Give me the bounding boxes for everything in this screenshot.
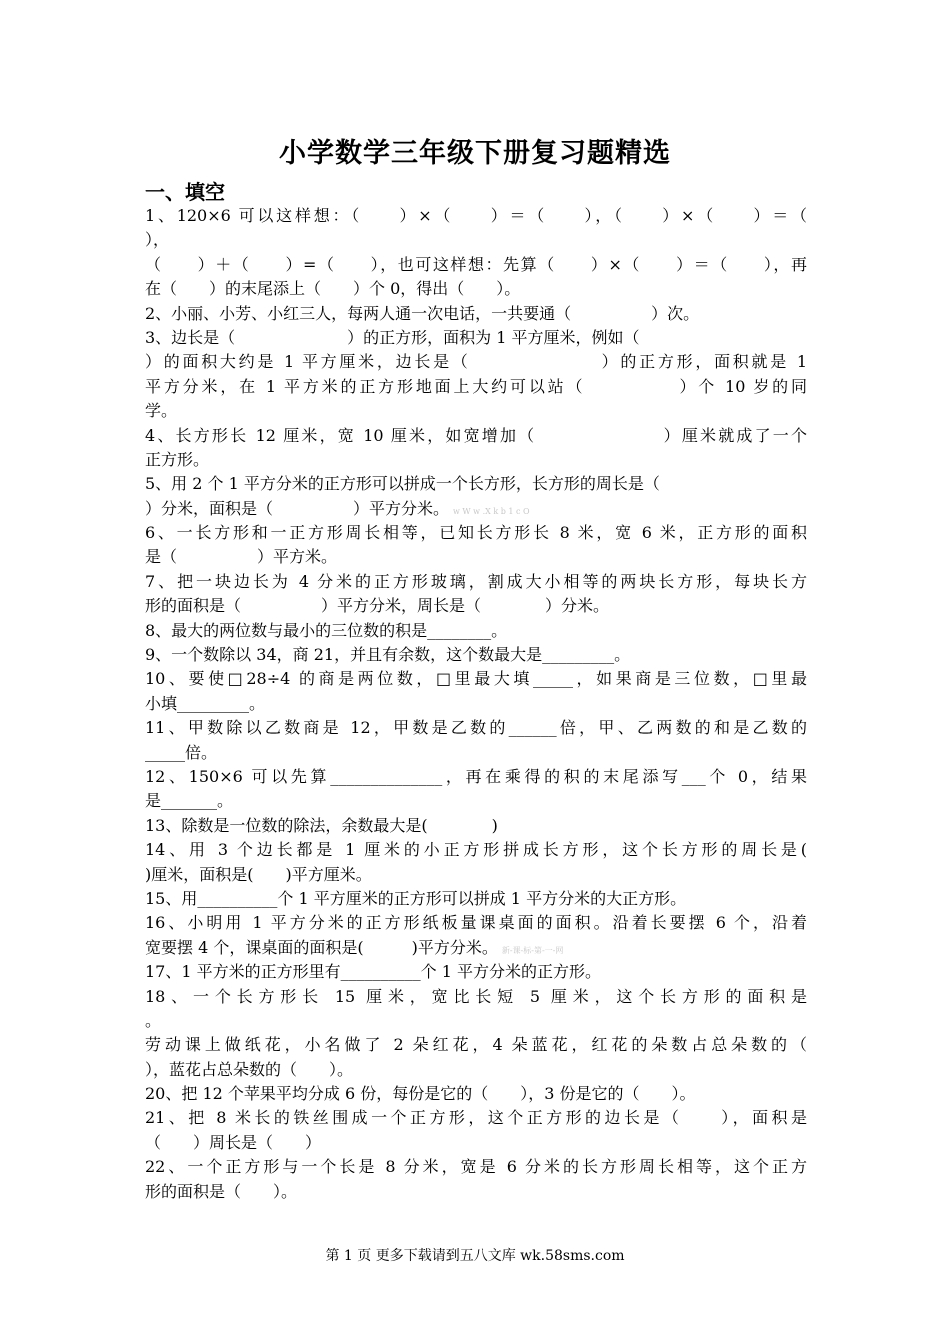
text-line-content: 13、除数是一位数的除法，余数最大是( ): [145, 815, 498, 835]
text-line-content: 4、长方形长 12 厘米，宽 10 厘米，如宽增加（ ）厘米就成了一个: [145, 425, 807, 445]
text-line-content: （ ）＋（ ）=（ ），也可这样想：先算（ ）×（ ）＝（ ），再: [145, 254, 807, 274]
text-line: [145, 521, 807, 545]
text-line-content: ）的面积大约是 1 平方厘米，边长是（ ）的正方形，面积就是 1: [145, 352, 807, 372]
text-line: [145, 789, 807, 813]
text-line-content: 3、边长是（ ）的正方形，面积为 1 平方厘米，例如（: [145, 327, 640, 347]
watermark-text: 新-课-标-第-一-网: [501, 945, 564, 955]
text-line: [145, 765, 807, 789]
text-line: [145, 326, 807, 350]
text-line: [145, 204, 807, 228]
question-list: [145, 204, 807, 1204]
text-line: [145, 277, 807, 301]
text-line-content: 12、150×6 可以先算______________，再在乘得的积的末尾添写___个 0，结果: [145, 766, 807, 786]
text-line: [145, 863, 807, 887]
text-line: [145, 497, 807, 521]
text-line-content: 宽要摆 4 个，课桌面的面积是( )平方分米。: [145, 937, 498, 957]
text-line-content: 17、1 平方米的正方形里有__________个 1 平方分米的正方形。: [145, 962, 601, 982]
text-line-content: 15、用__________个 1 平方厘米的正方形可以拼成 1 平方分米的大正方形。: [145, 888, 687, 908]
text-line-content: 。: [145, 1010, 162, 1030]
text-line: [145, 228, 807, 252]
text-line: [145, 692, 807, 716]
text-line: [145, 1155, 807, 1179]
page-footer: 第 1 页 更多下载请到五八文库 wk.58sms.com: [325, 1248, 625, 1264]
text-line: [145, 1009, 807, 1033]
text-line: [145, 424, 807, 448]
text-line: [145, 253, 807, 277]
text-line: [145, 838, 807, 862]
text-line-content: 9、一个数除以 34，商 21，并且有余数，这个数最大是_________。: [145, 645, 631, 665]
section-heading: 一、填空: [145, 180, 225, 204]
watermark-text: w W w .X k b 1 c O: [453, 506, 530, 516]
text-line: [145, 936, 807, 960]
text-line: [145, 375, 807, 399]
text-line-content: ），: [145, 230, 170, 250]
text-line: [145, 1131, 807, 1155]
text-line: [145, 399, 807, 423]
text-line: [145, 448, 807, 472]
text-line-content: 是_______。: [145, 791, 234, 811]
text-line-content: ）分米，面积是（ ）平方分米。: [145, 498, 450, 518]
text-line-content: （ ）周长是（ ）: [145, 1132, 322, 1152]
text-line-content: 2、小丽、小芳、小红三人，每两人通一次电话，一共要通（ ）次。: [145, 303, 700, 323]
text-line-content: 平方分米，在 1 平方米的正方形地面上大约可以站（ ）个 10 岁的同: [145, 376, 807, 396]
text-line-content: 7、把一块边长为 4 分米的正方形玻璃，割成大小相等的两块长方形，每块长方: [145, 571, 807, 591]
text-line: [145, 643, 807, 667]
text-line: [145, 619, 807, 643]
text-line-content: 小填_________。: [145, 693, 266, 713]
text-line-content: 11、甲数除以乙数商是 12，甲数是乙数的______倍，甲、乙两数的和是乙数的: [145, 718, 807, 738]
text-line: [145, 814, 807, 838]
text-line-content: 学。: [145, 401, 178, 421]
text-line: [145, 911, 807, 935]
text-line: [145, 1106, 807, 1130]
text-line: [145, 716, 807, 740]
text-line-content: 正方形。: [145, 449, 210, 469]
text-line-content: 20、把 12 个苹果平均分成 6 份，每份是它的（ ），3 份是它的（ ）。: [145, 1084, 696, 1104]
text-line-content: )厘米，面积是( )平方厘米。: [145, 864, 372, 884]
text-line-content: 16、小明用 1 平方分米的正方形纸板量课桌面的面积。沿着长要摆 6 个，沿着: [145, 913, 807, 933]
text-line: [145, 985, 807, 1009]
text-line-content: 18、一个长方形长 15 厘米，宽比长短 5 厘米，这个长方形的面积是: [145, 986, 807, 1006]
text-line-content: 10、要使□28÷4 的商是两位数，□里最大填_____，如果商是三位数，□里最: [145, 669, 807, 689]
text-line: [145, 887, 807, 911]
text-line-content: 是（ ）平方米。: [145, 547, 338, 567]
text-line-content: ），蓝花占总朵数的（ ）。: [145, 1059, 354, 1079]
text-line: [145, 302, 807, 326]
text-line: [145, 594, 807, 618]
text-line-content: 22、一个正方形与一个长是 8 分米，宽是 6 分米的长方形周长相等，这个正方: [145, 1157, 807, 1177]
text-line-content: 14、用 3 个边长都是 1 厘米的小正方形拼成长方形，这个长方形的周长是(: [145, 840, 807, 860]
text-line-content: 8、最大的两位数与最小的三位数的积是________。: [145, 620, 508, 640]
text-line: [145, 570, 807, 594]
text-line: [145, 1033, 807, 1057]
text-line: [145, 1180, 807, 1204]
page-title: 小学数学三年级下册复习题精选: [279, 138, 671, 169]
text-line: [145, 1082, 807, 1106]
text-line: [145, 545, 807, 569]
text-line: [145, 350, 807, 374]
text-line: [145, 667, 807, 691]
text-line-content: 5、用 2 个 1 平方分米的正方形可以拼成一个长方形，长方形的周长是（: [145, 474, 660, 494]
text-line-content: 形的面积是（ ）。: [145, 1181, 298, 1201]
text-line: [145, 472, 807, 496]
text-line-content: 6、一长方形和一正方形周长相等，已知长方形长 8 米，宽 6 米，正方形的面积: [145, 523, 807, 543]
text-line-content: _____倍。: [145, 742, 218, 762]
text-line-content: 1、120×6 可以这样想：（ ）×（ ）＝（ ），（ ）×（ ）＝（: [145, 206, 807, 225]
text-line-content: 21、把 8 米长的铁丝围成一个正方形，这个正方形的边长是（ ），面积是: [145, 1108, 807, 1128]
text-line-content: 劳动课上做纸花，小名做了 2 朵红花，4 朵蓝花，红花的朵数占总朵数的（: [145, 1035, 807, 1055]
text-line-content: 形的面积是（ ）平方分米，周长是（ ）分米。: [145, 596, 610, 616]
text-line: [145, 741, 807, 765]
text-line: [145, 960, 807, 984]
text-line-content: 在（ ）的末尾添上（ ）个 0，得出（ ）。: [145, 279, 521, 299]
text-line: [145, 1058, 807, 1082]
